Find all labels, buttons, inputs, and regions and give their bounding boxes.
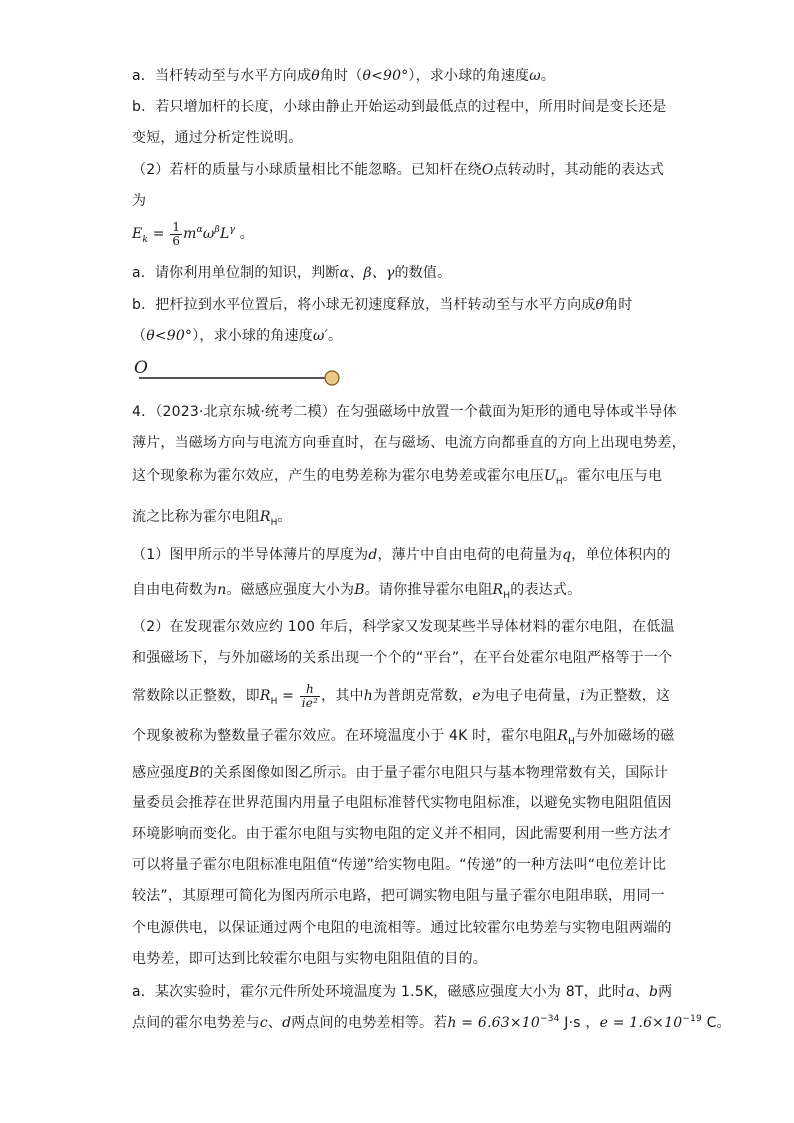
symbol-B: B — [354, 582, 365, 598]
line-q2-b-2 — [132, 326, 672, 346]
text: 为电子电荷量， — [480, 688, 581, 704]
line-pa-2 — [132, 1013, 731, 1035]
text: 。磁感应强度大小为 — [226, 582, 355, 598]
line-p2-2: 和强磁场下，与外加磁场的关系出现一个个的“平台”，在平台处霍尔电阻严格等于一个 — [132, 650, 673, 666]
text: ），求小球的角速度 — [408, 68, 530, 84]
text: 。 — [328, 328, 343, 344]
line-q4-1: 4．（2023·北京东城·统考二模）在匀强磁场中放置一个截面为矩形的通电导体或半导体 — [132, 404, 677, 420]
fraction-h-over-ie2 — [300, 683, 320, 710]
text: 。请你推导霍尔电阻 — [364, 582, 493, 598]
electron-charge-unit: C — [701, 1015, 717, 1031]
kinetic-energy-formula — [132, 219, 672, 249]
theta-symbol: θ — [311, 68, 320, 84]
line-p2-10: 个电源供电，以保证通过两个电阻的电流相等。通过比较霍尔电势差与实物电阻两端的 — [132, 920, 672, 936]
ball-circle — [325, 371, 339, 385]
point-a: a — [626, 984, 635, 1000]
point-c: c — [259, 1015, 268, 1031]
text: 与外加磁场的磁 — [575, 728, 675, 744]
text: 感应强度 — [132, 765, 189, 781]
line-p2-6: 量委员会推荐在世界范围内用量子电阻标准替代实物电阻标准，以避免实物电阻阻值因 — [132, 795, 672, 811]
text: （2）若杆的质量与小球质量相比不能忽略。已知杆在绕 — [132, 162, 482, 178]
text: 。 — [540, 68, 556, 84]
symbol-B: B — [188, 765, 200, 781]
text: 。霍尔电压与电 — [562, 468, 663, 484]
point-b: b — [648, 984, 659, 1000]
text: ，薄片中自由电荷的电荷量为 — [377, 547, 563, 563]
symbol-R: R — [492, 582, 504, 598]
angle-condition: θ<90° — [362, 68, 409, 84]
symbol-q: q — [562, 547, 572, 563]
subscript-H: H — [270, 697, 278, 707]
subscript-H: H — [503, 591, 511, 601]
text: 角时（ — [319, 68, 363, 84]
symbol-R: R — [259, 688, 271, 704]
denominator: ie² — [301, 695, 319, 710]
line-part-a — [132, 66, 672, 86]
text: a．某次实验时，霍尔元件所处环境温度为 1.5K，磁感应强度大小为 8T，此时 — [132, 984, 627, 1000]
text: 。 — [277, 509, 292, 525]
text: 两点间的电势差相等。若 — [291, 1015, 448, 1031]
planck-unit: J·s — [559, 1015, 581, 1031]
exponent-alpha: α — [196, 225, 203, 235]
line-wei: 为 — [132, 193, 147, 209]
angle-condition: θ<90° — [146, 328, 193, 344]
line-p2-5 — [132, 763, 672, 783]
line-p2-3 — [132, 680, 672, 712]
line-part-b-1: b．若只增加杆的长度，小球由静止开始运动到最低点的过程中，所用时间是变长还是 — [132, 99, 667, 115]
planck-constant-value: h = 6.63×10 — [447, 1015, 541, 1031]
text: ，其中 — [321, 688, 364, 704]
fraction-one-sixth — [170, 221, 182, 248]
symbol-U: U — [543, 468, 556, 484]
text: b．把杆拉到水平位置后，将小球无初速度释放，当杆转动至与水平方向成 — [132, 297, 596, 313]
line-p2-9: 较法”，其原理可简化为图丙所示电路，把可调实物电阻与量子霍尔电阻串联，用同一 — [132, 888, 665, 904]
text: 角时 — [604, 297, 633, 313]
text: 。 — [716, 1015, 731, 1031]
text: 两 — [658, 984, 673, 1000]
point-O: O — [481, 162, 494, 178]
line-q4-4 — [132, 507, 672, 529]
symbol-n: n — [217, 582, 227, 598]
symbol-L: L — [219, 226, 230, 242]
electron-charge-value: e = 1.6×10 — [599, 1015, 683, 1031]
separator: ， — [580, 1015, 600, 1031]
text: 点转动时，其动能的表达式 — [493, 162, 664, 178]
symbol-R: R — [259, 509, 271, 525]
line-part-b-2: 变短，通过分析定性说明。 — [132, 130, 303, 146]
omega-prime-symbol: ω′ — [313, 328, 328, 344]
line-q2-intro — [132, 160, 672, 180]
symbol-R: R — [557, 728, 569, 744]
electron-charge-exponent: −19 — [682, 1014, 702, 1024]
line-p2-8: 可以将量子霍尔电阻标准电阻值“传递”给实物电阻。“传递”的一种方法叫“电位差计比 — [132, 857, 667, 873]
subscript-k: k — [142, 235, 149, 245]
text: a．请你利用单位制的知识，判断 — [132, 265, 340, 281]
subscript-H: H — [270, 518, 278, 528]
symbol-i: i — [580, 688, 585, 704]
subscript-H: H — [568, 737, 576, 747]
text: 自由电荷数为 — [132, 582, 218, 598]
line-p2-1: （2）在发现霍尔效应约 100 年后，科学家又发现某些半导体材料的霍尔电阻，在低温 — [132, 619, 675, 635]
text: （ — [132, 328, 147, 344]
line-q4-2: 薄片，当磁场方向与电流方向垂直时，在与磁场、电流方向都垂直的方向上出现电势差， — [132, 435, 686, 451]
text: 为普朗克常数， — [372, 688, 473, 704]
text: 流之比称为霍尔电阻 — [132, 509, 260, 525]
numerator: h — [300, 683, 320, 697]
rod-ball-figure — [132, 358, 352, 392]
exponent-beta: β — [214, 225, 220, 235]
point-d: d — [282, 1015, 292, 1031]
exponent-gamma: γ — [229, 225, 236, 235]
greek-variables: α、β、γ — [339, 265, 395, 281]
text: 为正整数，这 — [584, 688, 671, 704]
symbol-e: e — [472, 688, 481, 704]
line-pa-1 — [132, 982, 672, 1002]
line-p1-1 — [132, 545, 672, 565]
equals-sign: = — [277, 688, 299, 704]
line-p2-11: 电势差，即可达到比较霍尔电阻与实物电阻阻值的目的。 — [132, 951, 487, 967]
text: 这个现象称为霍尔效应，产生的电势差称为霍尔电势差或霍尔电压 — [132, 468, 544, 484]
line-p2-7: 环境影响而变化。由于霍尔电阻与实物电阻的定义并不相同，因此需要利用一些方法才 — [132, 826, 672, 842]
text: （1）图甲所示的半导体薄片的厚度为 — [132, 547, 369, 563]
equals-sign: = — [148, 226, 170, 242]
line-p1-2 — [132, 580, 672, 602]
text: a．当杆转动至与水平方向成 — [132, 68, 312, 84]
text: 个现象被称为整数量子霍尔效应。在环境温度小于 4K 时，霍尔电阻 — [132, 728, 558, 744]
symbol-omega: ω — [202, 226, 215, 242]
symbol-d: d — [368, 547, 378, 563]
text: 的数值。 — [394, 265, 452, 281]
symbol-E: E — [132, 226, 143, 242]
text: ），求小球的角速度 — [192, 328, 313, 344]
numerator: 1 — [172, 219, 181, 234]
denominator: 6 — [172, 233, 181, 248]
planck-exponent: −34 — [540, 1014, 560, 1024]
separator: 、 — [634, 984, 649, 1000]
text: 。 — [235, 226, 254, 242]
theta-symbol: θ — [595, 297, 605, 313]
line-p2-4 — [132, 726, 675, 748]
text: 常数除以正整数，即 — [132, 688, 260, 704]
symbol-m: m — [183, 226, 197, 242]
separator: 、 — [267, 1015, 283, 1031]
line-q2-a — [132, 263, 672, 283]
text: 的关系图像如图乙所示。由于量子霍尔电阻只与基本物理常数有关，国际计 — [199, 765, 668, 781]
text: ，单位体积内的 — [571, 547, 671, 563]
subscript-H: H — [555, 477, 563, 487]
omega-symbol: ω — [529, 68, 541, 84]
text: 点间的霍尔电势差与 — [132, 1015, 260, 1031]
line-q4-3 — [132, 466, 672, 488]
line-q2-b-1 — [132, 295, 672, 315]
pivot-label-O: O — [134, 358, 148, 378]
symbol-h: h — [363, 688, 373, 704]
text: 的表达式。 — [510, 582, 582, 598]
